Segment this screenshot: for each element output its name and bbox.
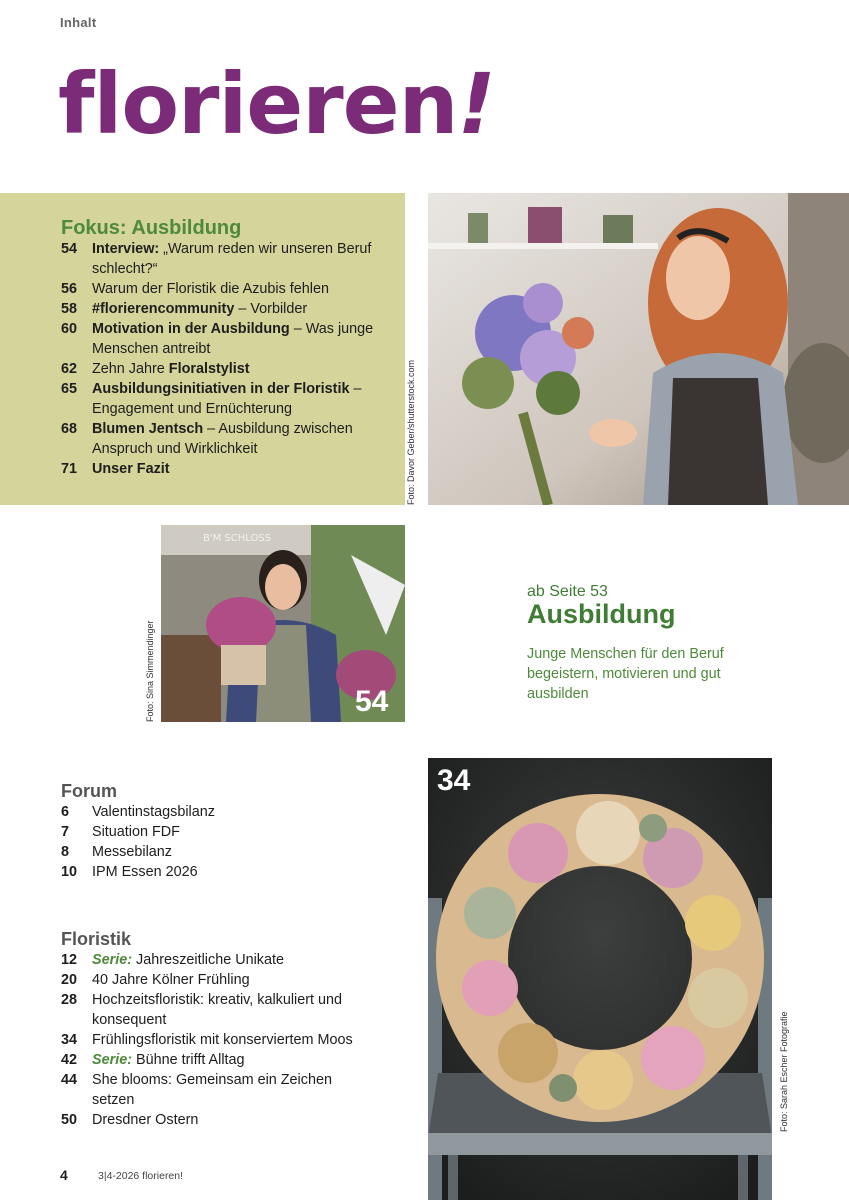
issue-info: 3|4-2026 florieren! bbox=[98, 1170, 184, 1182]
toc-title: IPM Essen 2026 bbox=[92, 864, 198, 880]
toc-prefix: Zehn Jahre bbox=[92, 361, 169, 377]
shop-sign: B'M SCHLOSS bbox=[203, 533, 272, 544]
photo-credit: Foto: Sarah Escher Fotografie bbox=[779, 1011, 789, 1132]
toc-subtitle: – Ausbildung zwischen Anspruch und Wirklichkeit bbox=[92, 421, 353, 457]
florist-photo bbox=[428, 193, 849, 505]
serie-label: Serie bbox=[92, 952, 128, 968]
toc-title: Warum der Floristik die Azubis fehlen bbox=[92, 281, 330, 297]
toc-title: #florierencommunity bbox=[92, 301, 235, 317]
toc-page-number: 62 bbox=[61, 361, 78, 377]
toc-page-number: 50 bbox=[61, 1112, 78, 1128]
toc-page-number: 12 bbox=[61, 952, 78, 968]
apprentice-photo bbox=[161, 525, 405, 722]
teaser-subtitle: ab Seite 53 bbox=[527, 583, 608, 600]
teaser-title[interactable]: Ausbildung bbox=[527, 599, 676, 629]
page-number: 4 bbox=[60, 1167, 68, 1183]
toc-subtitle: – Engagement und Ernüchterung bbox=[92, 381, 362, 417]
toc-title: Bühne trifft Alltag bbox=[132, 1052, 245, 1068]
toc-subtitle: – Vorbilder bbox=[234, 301, 308, 317]
toc-page-number: 60 bbox=[61, 321, 78, 337]
toc-page-number: 71 bbox=[61, 461, 78, 477]
toc-subtitle: „Warum reden wir unseren Beruf schlecht?“ bbox=[92, 241, 372, 277]
toc-page-number: 56 bbox=[61, 281, 78, 297]
magazine-logo bbox=[58, 55, 495, 153]
toc-title: Blumen Jentsch bbox=[92, 421, 204, 437]
toc-title: Dresdner Ostern bbox=[92, 1112, 199, 1128]
toc-title: Floralstylist bbox=[168, 361, 250, 377]
toc-title: Motivation in der Ausbildung bbox=[92, 321, 290, 337]
toc-title: Interview: bbox=[92, 241, 160, 257]
toc-page-number: 28 bbox=[61, 992, 78, 1008]
toc-title: Hochzeitsfloristik: kreativ, kalkuliert und konsequent bbox=[92, 992, 343, 1028]
toc-title: Unser Fazit bbox=[92, 461, 170, 477]
toc-page-number: 68 bbox=[61, 421, 78, 437]
wreath-photo bbox=[428, 758, 772, 1200]
toc-title: Ausbildungsinitiativen in der Floristik bbox=[92, 381, 350, 397]
logo-text: florieren bbox=[58, 55, 458, 153]
toc-title: Situation FDF bbox=[92, 824, 180, 840]
serie-label: Serie bbox=[92, 1052, 128, 1068]
toc-page-number: 34 bbox=[61, 1032, 78, 1048]
toc-title: Jahreszeitliche Unikate bbox=[132, 952, 284, 968]
photo-credit: Foto: Sina Simmendinger bbox=[145, 620, 155, 722]
toc-page-number: 54 bbox=[61, 241, 78, 257]
toc-page-number: 6 bbox=[61, 804, 70, 820]
toc-page-number: 20 bbox=[61, 972, 78, 988]
toc-page-number: 44 bbox=[61, 1072, 78, 1088]
section-label: Inhalt bbox=[60, 15, 97, 30]
photo-credit: Foto: Davor Geber/shutterstock.com bbox=[406, 359, 416, 505]
toc-title: She blooms: Gemeinsam ein Zeichen setzen bbox=[92, 1072, 332, 1108]
floristik-title: Floristik bbox=[61, 929, 132, 949]
toc-title: Frühlingsfloristik mit konserviertem Moos bbox=[92, 1032, 353, 1048]
forum-title: Forum bbox=[61, 781, 117, 801]
teaser-body: Junge Menschen für den Beruf begeistern, motivieren und gut ausbilden bbox=[527, 646, 724, 702]
toc-page-number: 7 bbox=[61, 824, 70, 840]
toc-title: 40 Jahre Kölner Frühling bbox=[92, 972, 250, 988]
fokus-title: Fokus: Ausbildung bbox=[61, 217, 242, 239]
toc-page-number: 8 bbox=[61, 844, 70, 860]
toc-title: Messebilanz bbox=[92, 844, 172, 860]
toc-page-number: 58 bbox=[61, 301, 78, 317]
toc-page-number: 10 bbox=[61, 864, 78, 880]
toc-subtitle: – Was junge Menschen antreibt bbox=[92, 321, 374, 357]
toc-title: Valentinstagsbilanz bbox=[92, 804, 215, 820]
page-badge: 54 bbox=[355, 685, 389, 718]
page-badge: 34 bbox=[437, 764, 471, 797]
logo-exclamation: ! bbox=[457, 55, 495, 153]
toc-page-number: 65 bbox=[61, 381, 78, 397]
toc-page-number: 42 bbox=[61, 1052, 78, 1068]
